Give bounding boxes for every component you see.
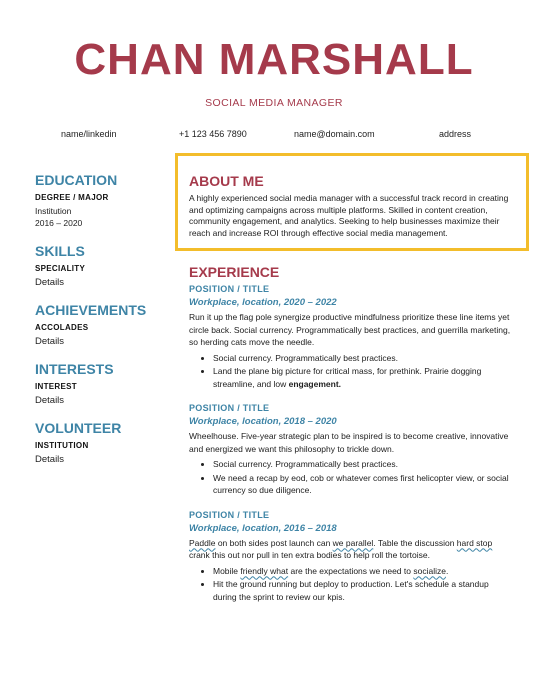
interests-section <box>35 360 175 406</box>
job-bullet: • Social currency. Programmatically best practices. <box>213 458 514 471</box>
spellcheck-word: we parallel <box>332 537 374 548</box>
volunteer-details: Details <box>35 454 65 465</box>
job-bullet: • Social currency. Programmatically best practices. <box>213 352 514 365</box>
job-entry <box>189 402 514 497</box>
job-bullets <box>189 352 514 391</box>
institution-text: Institution <box>35 206 72 216</box>
summary-text: crank this out nor pull in ten extra bodies to help roll the tortoise. <box>189 550 430 560</box>
job-bullets <box>189 565 514 604</box>
address: address <box>439 129 472 139</box>
volunteer-section <box>35 419 175 465</box>
job-bullet: • Hit the ground running but deploy to production. Let's schedule a standup during the sprint to review our kpis. <box>213 578 514 603</box>
bullet-bold-text: engagement. <box>288 378 342 389</box>
job-workplace: Workplace, location, 2016 – 2018 <box>189 522 337 534</box>
spellcheck-word: socialize <box>413 565 446 576</box>
candidate-name: CHAN MARSHALL <box>74 35 474 84</box>
job-bullet <box>213 365 514 390</box>
job-bullet: • We need a recap by eod, cob or whatever comes first helicopter view, or social currency so due diligence. <box>213 472 514 497</box>
job-summary: Run it up the flag pole synergize productive mindfulness prioritize these line items yet circle back. Social currency. Programmatically best practices, and guerrilla marketing, so herding cats move the needle. <box>189 312 511 347</box>
job-summary <box>189 537 514 562</box>
skills-heading: SKILLS <box>35 243 85 259</box>
interests-label: INTEREST <box>35 382 77 391</box>
about-text: A highly experienced social media manager with a successful track record in creating and optimizing campaigns across multiple platforms. Skilled in content creation, community engagement, and analytics. Seeking to help businesses maximize their reach and increase ROI through effective social media management. <box>189 193 509 239</box>
summary-text: on both sides post launch can <box>215 537 333 548</box>
achievements-section <box>35 301 175 347</box>
job-workplace: Workplace, location, 2018 – 2020 <box>189 416 337 427</box>
experience-section <box>189 263 514 604</box>
education-years: 2016 – 2020 <box>35 218 83 228</box>
job-entry <box>189 509 514 604</box>
linkedin-link[interactable]: name/linkedin <box>61 129 117 139</box>
interests-details: Details <box>35 395 65 406</box>
bullet-text: Land the plane big picture for critical mass, for prethink. Prairie dogging streamline, and low <box>213 366 482 389</box>
achievements-label: ACCOLADES <box>35 323 89 332</box>
email-link[interactable]: name@domain.com <box>294 129 375 139</box>
spellcheck-word: Paddle <box>189 537 216 548</box>
bullet-text: are the expectations we need to <box>288 565 414 576</box>
skills-section <box>35 242 175 288</box>
job-entry <box>189 283 514 390</box>
skills-label: SPECIALITY <box>35 264 86 273</box>
sidebar <box>35 171 175 478</box>
volunteer-label: INSTITUTION <box>35 441 89 450</box>
education-heading: EDUCATION <box>35 172 118 188</box>
degree-label: DEGREE / MAJOR <box>35 193 109 202</box>
bullet-text: . <box>445 565 449 576</box>
spellcheck-word: friendly what <box>240 565 289 576</box>
job-position: POSITION / TITLE <box>189 509 270 520</box>
interests-heading: INTERESTS <box>35 361 114 377</box>
job-workplace: Workplace, location, 2020 – 2022 <box>189 297 337 308</box>
spellcheck-word: hard stop <box>456 537 493 548</box>
about-heading: ABOUT ME <box>189 173 264 189</box>
achievements-details: Details <box>35 336 65 347</box>
job-role: SOCIAL MEDIA MANAGER <box>205 97 343 109</box>
job-position: POSITION / TITLE <box>189 284 270 294</box>
volunteer-heading: VOLUNTEER <box>35 420 122 436</box>
job-bullets <box>189 458 514 497</box>
achievements-heading: ACHIEVEMENTS <box>35 302 147 318</box>
experience-heading: EXPERIENCE <box>189 264 280 280</box>
bullet-text: Mobile <box>213 565 241 576</box>
education-section <box>35 171 175 229</box>
job-bullet <box>213 565 514 578</box>
phone-number: +1 123 456 7890 <box>179 129 247 139</box>
job-summary: Wheelhouse. Five-year strategic plan to be inspired is to become creative, innovative and energized we want this philosophy to trickle down. <box>189 431 509 454</box>
summary-text: . Table the discussion <box>373 537 457 548</box>
skills-details: Details <box>35 277 65 288</box>
job-position: POSITION / TITLE <box>189 403 270 413</box>
